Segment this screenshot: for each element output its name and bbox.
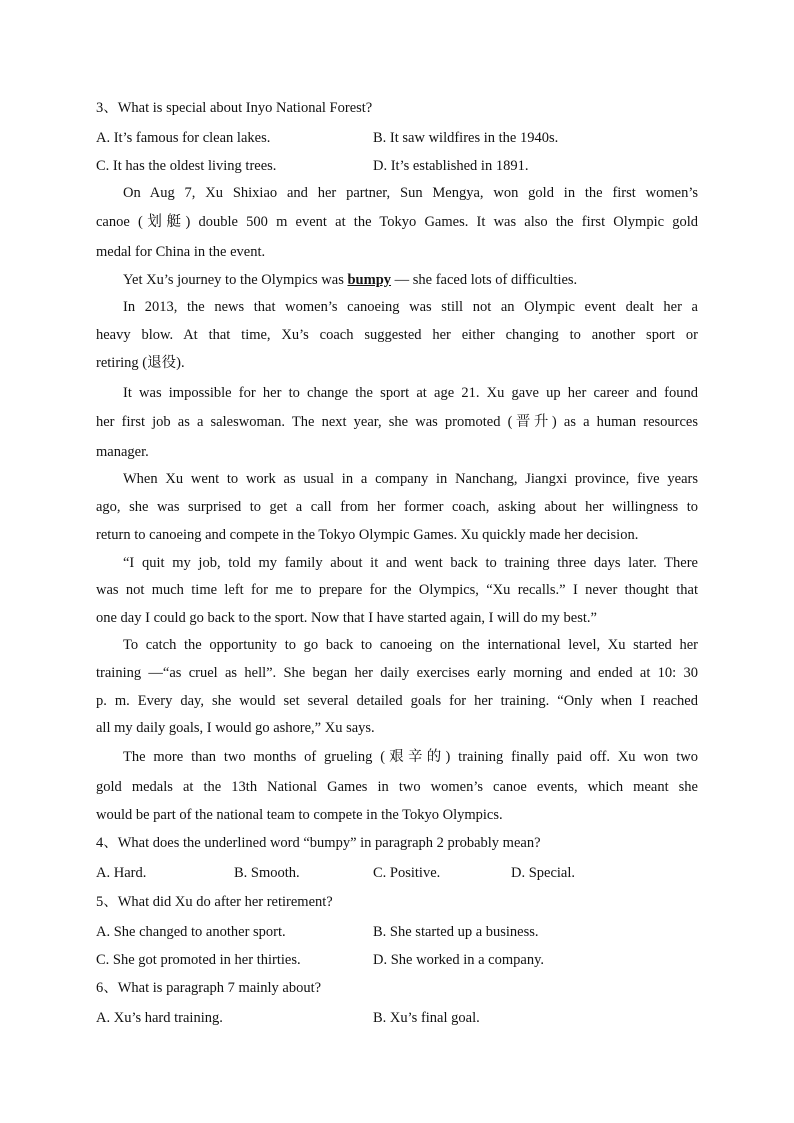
question-6: 6、What is paragraph 7 mainly about?	[96, 980, 322, 996]
q4-option-b: B. Smooth.	[234, 865, 300, 881]
paragraph-3-line-3: retiring (退役).	[96, 355, 185, 371]
q3-option-b: B. It saw wildfires in the 1940s.	[373, 130, 559, 146]
paragraph-6-line-3: one day I could go back to the sport. Now that I have started again, I will do my best.”	[96, 610, 597, 626]
q4-option-d: D. Special.	[511, 865, 576, 881]
question-5: 5、What did Xu do after her retirement?	[96, 894, 333, 910]
paragraph-3-line-2: heavy blow. At that time, Xu’s coach suggested her either changing to another sport or	[96, 327, 698, 343]
q5-option-a: A. She changed to another sport.	[96, 924, 286, 940]
paragraph-8-line-2: gold medals at the 13th National Games in two women’s canoe events, which meant she	[96, 779, 698, 795]
question-3: 3、What is special about Inyo National Forest?	[96, 100, 373, 116]
paragraph-6-line-2: was not much time left for me to prepare for the Olympics, “Xu recalls.” I never thought that	[96, 582, 698, 598]
q6-option-a: A. Xu’s hard training.	[96, 1010, 223, 1026]
paragraph-4-line-2: her first job as a saleswoman. The next year, she was promoted (晋升) as a human resources	[96, 414, 698, 430]
paragraph-7-line-2: training —“as cruel as hell”. She began her daily exercises early morning and ended at 10: 30	[96, 665, 698, 681]
paragraph-4-line-3: manager.	[96, 444, 149, 460]
paragraph-3-line-1: In 2013, the news that women’s canoeing was still not an Olympic event dealt her a	[123, 299, 698, 315]
paragraph-8-line-1: The more than two months of grueling (艰辛的) training finally paid off. Xu won two	[123, 749, 698, 765]
paragraph-2-text-before: Yet Xu’s journey to the Olympics was	[123, 272, 348, 288]
q4-option-a: A. Hard.	[96, 865, 147, 881]
q6-option-b: B. Xu’s final goal.	[373, 1010, 480, 1026]
paragraph-5-line-3: return to canoeing and compete in the Tokyo Olympic Games. Xu quickly made her decision.	[96, 527, 639, 543]
q5-option-d: D. She worked in a company.	[373, 952, 545, 968]
underlined-word-bumpy: bumpy	[347, 272, 392, 288]
q5-option-c: C. She got promoted in her thirties.	[96, 952, 301, 968]
question-4: 4、What does the underlined word “bumpy” in paragraph 2 probably mean?	[96, 835, 541, 851]
paragraph-5-line-2: ago, she was surprised to get a call from her former coach, asking about her willingness to	[96, 499, 698, 515]
paragraph-2	[123, 271, 577, 289]
q3-option-d: D. It’s established in 1891.	[373, 158, 529, 174]
paragraph-1-line-3: medal for China in the event.	[96, 244, 266, 260]
q5-option-b: B. She started up a business.	[373, 924, 539, 940]
paragraph-5-line-1: When Xu went to work as usual in a company in Nanchang, Jiangxi province, five years	[123, 471, 698, 487]
paragraph-1-line-1: On Aug 7, Xu Shixiao and her partner, Sun Mengya, won gold in the first women’s	[123, 185, 698, 201]
paragraph-8-line-3: would be part of the national team to compete in the Tokyo Olympics.	[96, 807, 503, 823]
paragraph-1-line-2: canoe (划艇) double 500 m event at the Tokyo Games. It was also the first Olympic gold	[96, 214, 698, 230]
paragraph-7-line-1: To catch the opportunity to go back to canoeing on the international level, Xu started her	[123, 637, 698, 653]
paragraph-7-line-3: p. m. Every day, she would set several detailed goals for her training. “Only when I reached	[96, 693, 698, 709]
q3-option-a: A. It’s famous for clean lakes.	[96, 130, 271, 146]
paragraph-6-line-1: “I quit my job, told my family about it and went back to training three days later. There	[123, 555, 698, 571]
q3-option-c: C. It has the oldest living trees.	[96, 158, 277, 174]
paragraph-4-line-1: It was impossible for her to change the sport at age 21. Xu gave up her career and found	[123, 385, 698, 401]
q4-option-c: C. Positive.	[373, 865, 441, 881]
paragraph-2-text-after: — she faced lots of difficulties.	[391, 272, 578, 288]
paragraph-7-line-4: all my daily goals, I would go ashore,” Xu says.	[96, 720, 375, 736]
